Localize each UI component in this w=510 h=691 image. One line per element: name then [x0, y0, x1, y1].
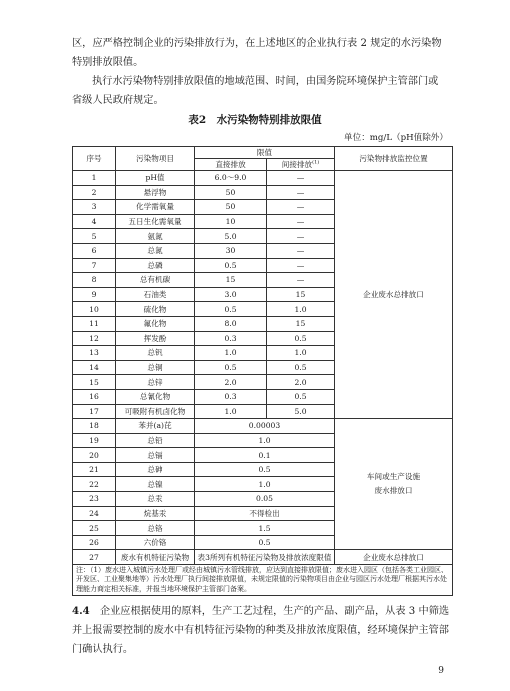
table-row [73, 171, 453, 186]
pollutant-name: 可吸附有机卤化物 [116, 404, 195, 419]
indirect-limit: — [267, 171, 335, 186]
emission-limits-table [72, 146, 453, 596]
limit-value: 0.00003 [195, 419, 335, 434]
pollutant-name: 总砷 [116, 462, 195, 477]
pollutant-name: 总铜 [116, 360, 195, 375]
row-number: 7 [73, 258, 116, 273]
pollutant-name: 硫化物 [116, 302, 195, 317]
direct-limit: 30 [195, 243, 267, 258]
pollutant-name: 总汞 [116, 492, 195, 507]
row-number: 21 [73, 462, 116, 477]
header-indirect-label: 间接排放 [281, 160, 313, 169]
row-number: 13 [73, 346, 116, 361]
indirect-limit: 0.5 [267, 389, 335, 404]
table-row [73, 419, 453, 434]
pollutant-name: 总磷 [116, 258, 195, 273]
indirect-limit: 15 [267, 287, 335, 302]
pollutant-name: 总锌 [116, 375, 195, 390]
indirect-limit: 2.0 [267, 375, 335, 390]
row-number: 3 [73, 200, 116, 215]
row-number: 11 [73, 316, 116, 331]
header-location: 污染物排放监控位置 [335, 147, 453, 171]
direct-limit: 0.3 [195, 389, 267, 404]
indirect-limit: — [267, 200, 335, 215]
row-number: 9 [73, 287, 116, 302]
row-number: 23 [73, 492, 116, 507]
pollutant-name: 废水有机特征污染物 [116, 550, 195, 565]
row-number: 14 [73, 360, 116, 375]
pollutant-name: 总氮 [116, 243, 195, 258]
page-number: 9 [438, 666, 444, 676]
row-number: 5 [73, 229, 116, 244]
section-paragraph [72, 602, 450, 659]
header-item: 污染物项目 [116, 147, 195, 171]
pollutant-name: 总铬 [116, 521, 195, 536]
header-indirect-note: (1) [312, 159, 320, 166]
limit-value: 表3所列有机特征污染物及排放浓度限值 [195, 550, 335, 565]
direct-limit: 6.0～9.0 [195, 171, 267, 186]
row-number: 16 [73, 389, 116, 404]
table-note-row [73, 565, 453, 596]
direct-limit: 10 [195, 214, 267, 229]
indirect-limit: — [267, 214, 335, 229]
location-total-outlet: 企业废水总排放口 [335, 171, 453, 419]
limit-value: 0.5 [195, 535, 335, 550]
row-number: 1 [73, 171, 116, 186]
pollutant-name: 总铅 [116, 433, 195, 448]
direct-limit: 50 [195, 185, 267, 200]
row-number: 4 [73, 214, 116, 229]
table-title: 表2 水污染物特别排放限值 [188, 114, 322, 126]
direct-limit: 1.0 [195, 404, 267, 419]
pollutant-name: 总镉 [116, 448, 195, 463]
indirect-limit: 15 [267, 316, 335, 331]
pollutant-name: 总钒 [116, 346, 195, 361]
table-note: 注：（1）废水进入城镇污水处理厂或经由城镇污水管线排放，应达到直接排放限值；废水进入园区（包括各类工业园区、开发区、工业聚集地等）污水处理厂执行间接排放限值，未规定限值的污染物项目由企业与园区污水处理厂根据其污水处理能力商定相关标准，并报当地环境保护主管部门备案。 [73, 565, 453, 596]
table-unit: 单位：mg/L（pH值除外） [344, 133, 448, 143]
indirect-limit: — [267, 229, 335, 244]
section-number: 4.4 [72, 605, 90, 617]
pollutant-name: 氨氮 [116, 229, 195, 244]
row-number: 22 [73, 477, 116, 492]
direct-limit: 15 [195, 273, 267, 288]
row-number: 12 [73, 331, 116, 346]
row-number: 20 [73, 448, 116, 463]
row-number: 2 [73, 185, 116, 200]
direct-limit: 0.5 [195, 258, 267, 273]
indirect-limit: — [267, 258, 335, 273]
intro-paragraph-1: 区，应严格控制企业的污染排放行为，在上述地区的企业执行表 2 规定的水污染物特别排放限值。 [72, 38, 442, 68]
pollutant-name: 化学需氧量 [116, 200, 195, 215]
location-workshop-outlet [335, 419, 453, 550]
row-number: 8 [73, 273, 116, 288]
limit-value: 0.5 [195, 462, 335, 477]
header-direct: 直接排放 [195, 159, 267, 171]
indirect-limit: 5.0 [267, 404, 335, 419]
indirect-limit: 1.0 [267, 346, 335, 361]
location-workshop-line-1: 车间或生产设施 [366, 472, 421, 482]
direct-limit: 0.3 [195, 331, 267, 346]
section-text: 企业应根据使用的原料，生产工艺过程，生产的产品、副产品，从表 3 中筛选并上报需要控制的废水中有机特征污染物的种类及排放浓度限值，经环境保护主管部门确认执行。 [72, 606, 450, 655]
header-limit: 限值 [195, 147, 335, 159]
pollutant-name: 总氰化物 [116, 389, 195, 404]
row-number: 10 [73, 302, 116, 317]
indirect-limit: — [267, 243, 335, 258]
location-total-outlet-2: 企业废水总排放口 [335, 550, 453, 565]
direct-limit: 0.5 [195, 360, 267, 375]
row-number: 25 [73, 521, 116, 536]
indirect-limit: — [267, 185, 335, 200]
direct-limit: 2.0 [195, 375, 267, 390]
limit-value: 0.1 [195, 448, 335, 463]
direct-limit: 50 [195, 200, 267, 215]
pollutant-name: 氟化物 [116, 316, 195, 331]
pollutant-name: 总有机碳 [116, 273, 195, 288]
limit-value: 1.0 [195, 433, 335, 448]
limit-value: 1.0 [195, 477, 335, 492]
pollutant-name: 挥发酚 [116, 331, 195, 346]
row-number: 19 [73, 433, 116, 448]
pollutant-name: 五日生化需氧量 [116, 214, 195, 229]
direct-limit: 1.0 [195, 346, 267, 361]
header-indirect [267, 159, 335, 171]
indirect-limit: 0.5 [267, 360, 335, 375]
direct-limit: 0.5 [195, 302, 267, 317]
limit-value: 不得检出 [195, 506, 335, 521]
row-number: 18 [73, 419, 116, 434]
pollutant-name: 苯并(a)芘 [116, 419, 195, 434]
row-number: 24 [73, 506, 116, 521]
direct-limit: 5.0 [195, 229, 267, 244]
row-number: 6 [73, 243, 116, 258]
table-row [73, 550, 453, 565]
pollutant-name: 六价铬 [116, 535, 195, 550]
pollutant-name: 总镍 [116, 477, 195, 492]
pollutant-name: 悬浮物 [116, 185, 195, 200]
limit-value: 0.05 [195, 492, 335, 507]
indirect-limit: 0.5 [267, 331, 335, 346]
indirect-limit: 1.0 [267, 302, 335, 317]
row-number: 26 [73, 535, 116, 550]
row-number: 15 [73, 375, 116, 390]
indirect-limit: — [267, 273, 335, 288]
intro-paragraph-2: 执行水污染物特别排放限值的地域范围、时间，由国务院环境保护主管部门或省级人民政府规定。 [72, 76, 439, 106]
direct-limit: 8.0 [195, 316, 267, 331]
row-number: 17 [73, 404, 116, 419]
limit-value: 1.5 [195, 521, 335, 536]
pollutant-name: 烷基汞 [116, 506, 195, 521]
location-workshop-line-2: 废水排放口 [374, 486, 413, 496]
header-seq: 序号 [73, 147, 116, 171]
direct-limit: 3.0 [195, 287, 267, 302]
row-number: 27 [73, 550, 116, 565]
pollutant-name: pH值 [116, 171, 195, 186]
pollutant-name: 石油类 [116, 287, 195, 302]
